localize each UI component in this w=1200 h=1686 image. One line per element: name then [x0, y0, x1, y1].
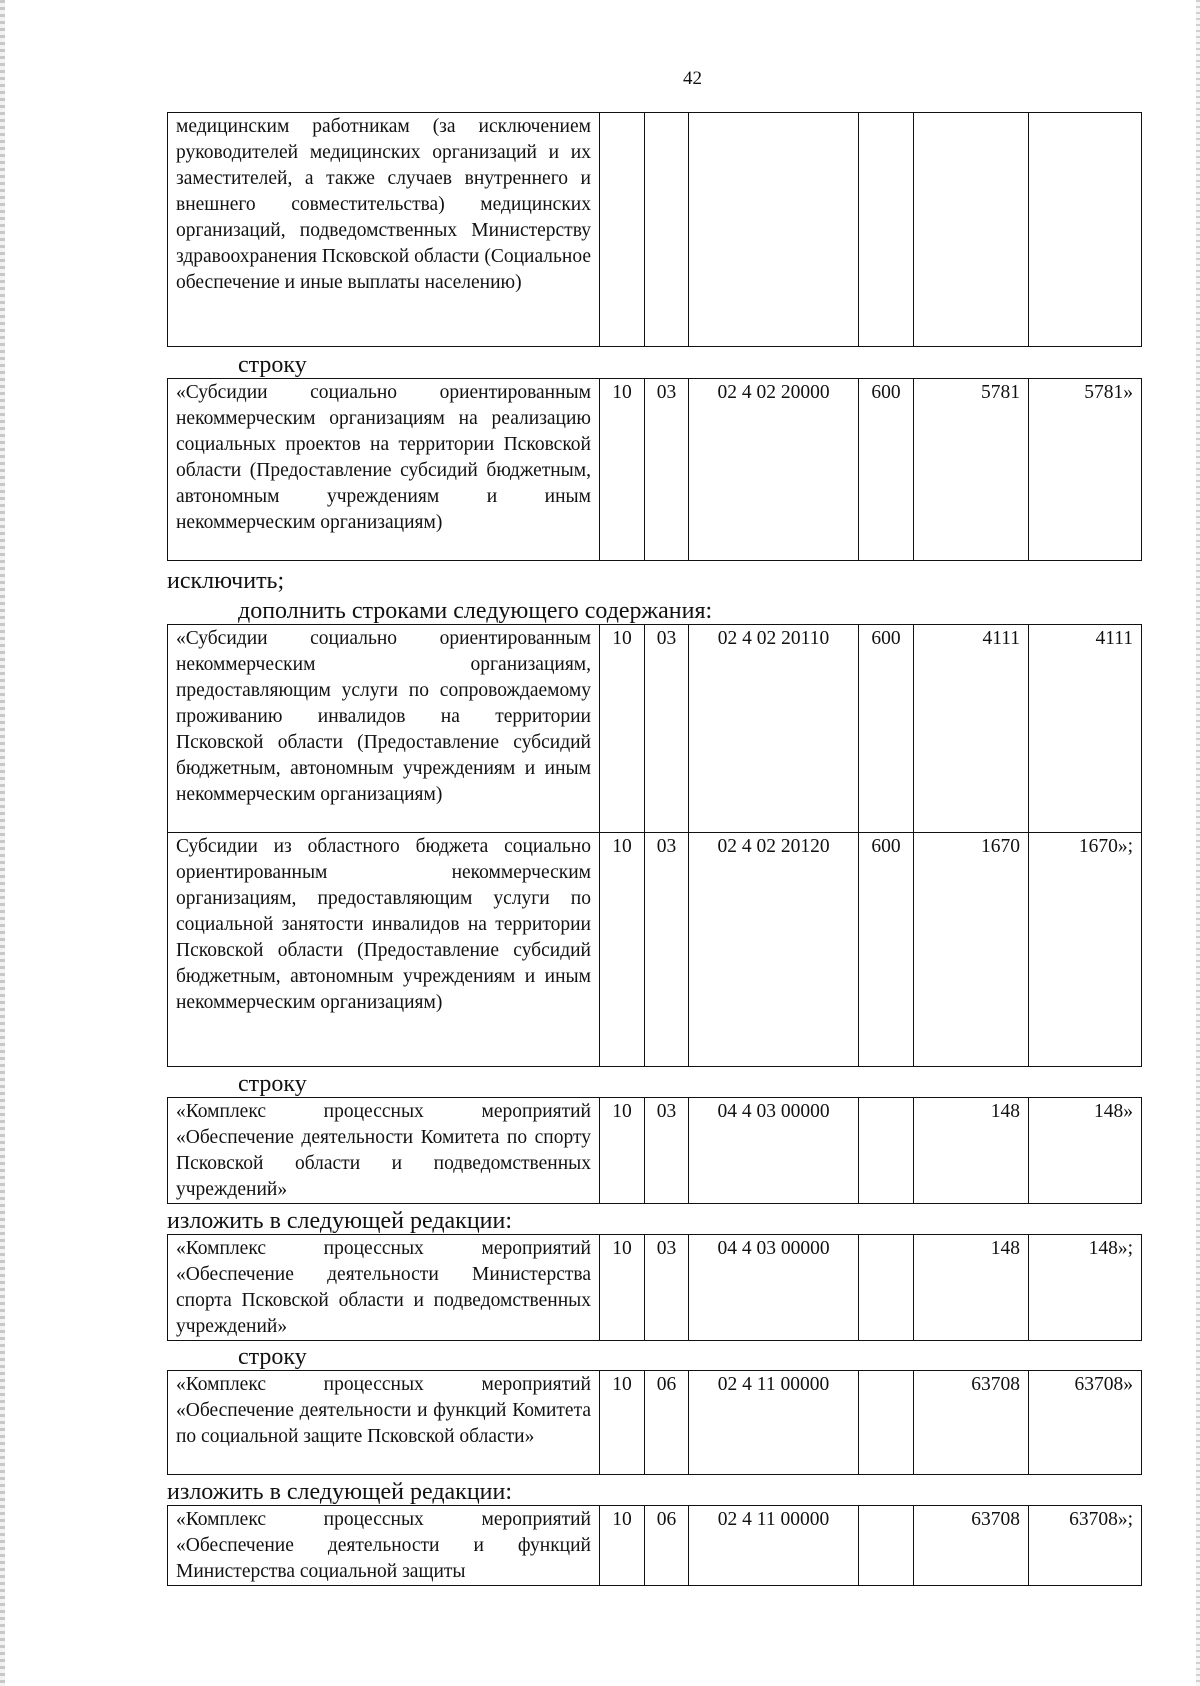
cell-podrazdel: 03	[645, 1098, 689, 1204]
cell-expense-type: 600	[859, 833, 914, 1067]
table-row	[168, 1371, 1142, 1475]
table-row	[168, 1235, 1142, 1341]
row-description: «Субсидии социально ориентированным некоммерческим организациям на реализацию социальных проектов на территории Псковской области (Предоставление субсидий бюджетным, автономным учреждениям и иным некоммерческим организациям)	[168, 379, 600, 561]
cell-expense-type	[859, 113, 914, 347]
table-block-3	[167, 624, 1142, 1067]
label-izlozhit-2: изложить в следующей редакции:	[167, 1479, 513, 1505]
cell-sum-1: 63708	[914, 1371, 1029, 1475]
row-description: «Субсидии социально ориентированным некоммерческим организациям, предоставляющим услуги по сопровождаемому проживанию инвалидов на территории Псковской области (Предоставление субсидий бюджетным, автономным учреждениям и иным некоммерческим организациям)	[168, 625, 600, 833]
cell-razdel: 10	[600, 1371, 645, 1475]
cell-expense-type: 600	[859, 379, 914, 561]
row-description: «Комплекс процессных мероприятий «Обеспечение деятельности и функций Комитета по социальной защите Псковской области»	[168, 1371, 600, 1475]
label-stroku-2: строку	[238, 1071, 307, 1097]
cell-expense-type: 600	[859, 625, 914, 833]
table-block-6	[167, 1370, 1142, 1475]
cell-expense-type	[859, 1506, 914, 1586]
cell-sum-2: 5781»	[1029, 379, 1142, 561]
scan-edge-left	[0, 0, 5, 1686]
cell-sum-1: 148	[914, 1235, 1029, 1341]
row-description: Субсидии из областного бюджета социально ориентированным некоммерческим организациям, предоставляющим услуги по социальной занятости инвалидов на территории Псковской области (Предоставление субсидий бюджетным, автономным учреждениям и иным некоммерческим организациям)	[168, 833, 600, 1067]
row-description: «Комплекс процессных мероприятий «Обеспечение деятельности Министерства спорта Псковской области и подведомственных учреждений»	[168, 1235, 600, 1341]
cell-podrazdel	[645, 113, 689, 347]
cell-razdel: 10	[600, 1235, 645, 1341]
label-dopolnit: дополнить строками следующего содержания:	[238, 598, 713, 624]
cell-sum-2: 4111	[1029, 625, 1142, 833]
cell-target-article: 04 4 03 00000	[689, 1235, 859, 1341]
cell-sum-2	[1029, 113, 1142, 347]
cell-target-article: 04 4 03 00000	[689, 1098, 859, 1204]
row-description: «Комплекс процессных мероприятий «Обеспечение деятельности и функций Министерства социальной защиты	[168, 1506, 600, 1586]
label-stroku-3: строку	[238, 1344, 307, 1370]
cell-razdel	[600, 113, 645, 347]
cell-expense-type	[859, 1235, 914, 1341]
cell-sum-1: 4111	[914, 625, 1029, 833]
cell-podrazdel: 06	[645, 1371, 689, 1475]
table-row	[168, 1506, 1142, 1586]
label-stroku-1: строку	[238, 352, 307, 378]
cell-sum-1: 1670	[914, 833, 1029, 1067]
table-row	[168, 833, 1142, 1067]
cell-razdel: 10	[600, 379, 645, 561]
cell-podrazdel: 03	[645, 833, 689, 1067]
cell-sum-1: 5781	[914, 379, 1029, 561]
label-izlozhit-1: изложить в следующей редакции:	[167, 1208, 513, 1234]
cell-sum-2: 63708»;	[1029, 1506, 1142, 1586]
cell-podrazdel: 06	[645, 1506, 689, 1586]
cell-target-article: 02 4 11 00000	[689, 1371, 859, 1475]
table-row	[168, 113, 1142, 347]
cell-razdel: 10	[600, 1506, 645, 1586]
cell-target-article: 02 4 02 20000	[689, 379, 859, 561]
scan-edge-right	[1196, 0, 1200, 1686]
cell-podrazdel: 03	[645, 379, 689, 561]
cell-podrazdel: 03	[645, 625, 689, 833]
cell-sum-2: 148»;	[1029, 1235, 1142, 1341]
cell-podrazdel: 03	[645, 1235, 689, 1341]
cell-target-article: 02 4 11 00000	[689, 1506, 859, 1586]
table-block-7	[167, 1505, 1142, 1586]
label-isklyuchit: исключить;	[167, 568, 285, 594]
cell-target-article	[689, 113, 859, 347]
page-number: 42	[683, 68, 702, 89]
cell-expense-type	[859, 1371, 914, 1475]
cell-razdel: 10	[600, 1098, 645, 1204]
table-block-2	[167, 378, 1142, 561]
cell-expense-type	[859, 1098, 914, 1204]
cell-razdel: 10	[600, 833, 645, 1067]
cell-sum-2: 148»	[1029, 1098, 1142, 1204]
table-row	[168, 1098, 1142, 1204]
table-block-5	[167, 1234, 1142, 1341]
table-block-1	[167, 112, 1142, 347]
table-row	[168, 625, 1142, 833]
cell-sum-1: 148	[914, 1098, 1029, 1204]
row-description: медицинским работникам (за исключением руководителей медицинских организаций и их заместителей, а также случаев внутреннего и внешнего совместительства) медицинских организаций, подведомственных Министерству здравоохранения Псковской области (Социальное обеспечение и иные выплаты населению)	[168, 113, 600, 347]
table-block-4	[167, 1097, 1142, 1204]
cell-razdel: 10	[600, 625, 645, 833]
table-row	[168, 379, 1142, 561]
cell-target-article: 02 4 02 20110	[689, 625, 859, 833]
cell-sum-1: 63708	[914, 1506, 1029, 1586]
cell-sum-1	[914, 113, 1029, 347]
cell-target-article: 02 4 02 20120	[689, 833, 859, 1067]
row-description: «Комплекс процессных мероприятий «Обеспечение деятельности Комитета по спорту Псковской области и подведомственных учреждений»	[168, 1098, 600, 1204]
cell-sum-2: 63708»	[1029, 1371, 1142, 1475]
cell-sum-2: 1670»;	[1029, 833, 1142, 1067]
